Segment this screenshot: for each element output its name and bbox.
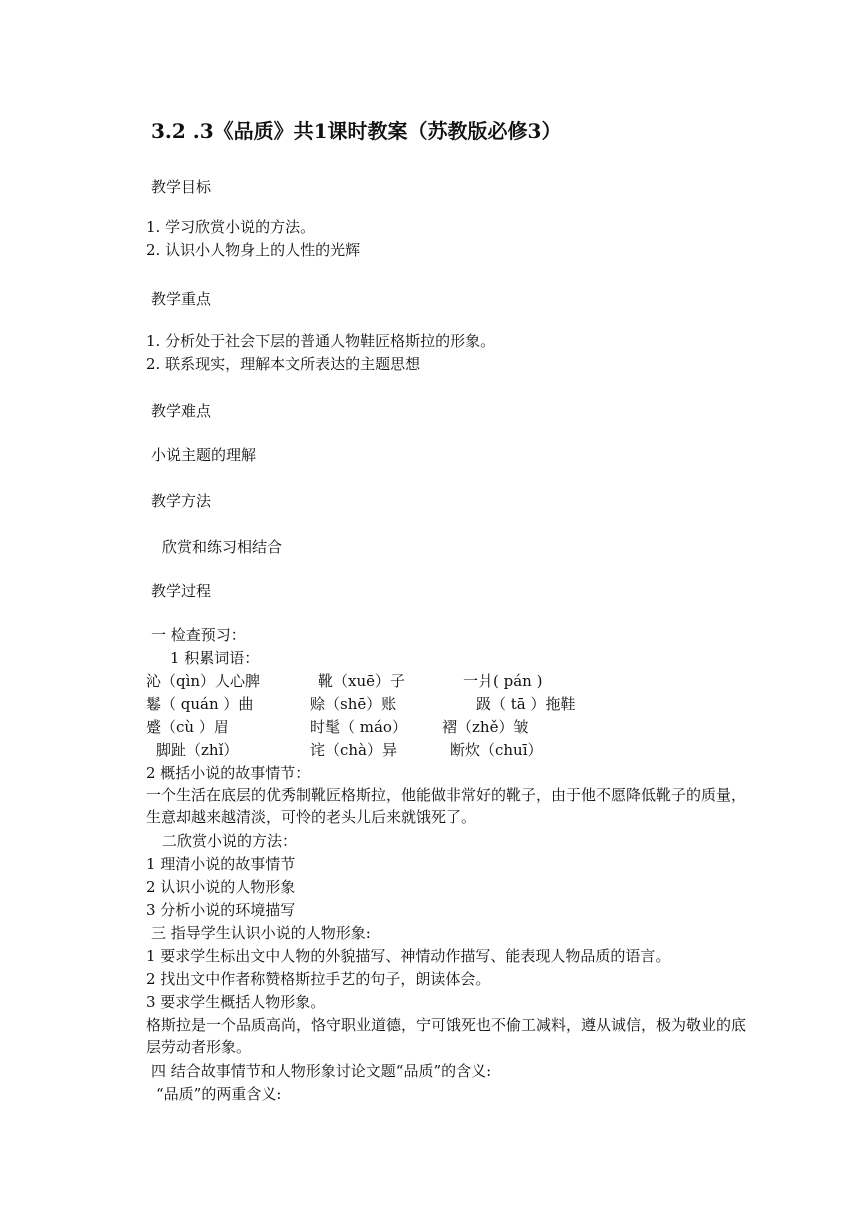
difficulty-heading: 教学难点 bbox=[151, 402, 212, 420]
method-heading: 教学方法 bbox=[151, 492, 212, 510]
objective-item: 1. 学习欣赏小说的方法。 bbox=[146, 218, 316, 236]
objective-item: 2. 认识小人物身上的人性的光辉 bbox=[146, 241, 361, 259]
vocab-word: 脚趾（zhǐ） bbox=[156, 741, 239, 759]
step3-item: 3 要求学生概括人物形象。 bbox=[146, 993, 326, 1011]
character-summary: 格斯拉是一个品质高尚，恪守职业道德，宁可饿死也不偷工减料，遵从诚信，极为敬业的底层劳动者形象。 bbox=[146, 1016, 747, 1056]
vocab-word: 沁（qìn）人心脾 bbox=[146, 672, 261, 690]
vocab-word: 诧（chà）异 bbox=[310, 741, 398, 759]
process-heading: 教学过程 bbox=[151, 582, 212, 600]
difficulty-text: 小说主题的理解 bbox=[151, 446, 257, 464]
step4-heading: 四 结合故事情节和人物形象讨论文题“品质”的含义: bbox=[151, 1062, 492, 1080]
method-text: 欣赏和练习相结合 bbox=[162, 538, 283, 556]
step1-vocab-label: 1 积累词语： bbox=[170, 649, 260, 667]
story-summary: 一个生活在底层的优秀制靴匠格斯拉，他能做非常好的靴子，由于他不愿降低靴子的质量，生意却越来越清淡，可怜的老头儿后来就饿死了。 bbox=[146, 786, 747, 826]
vocab-word: 靴（xuē）子 bbox=[318, 672, 405, 690]
vocab-word: 一爿( pán ) bbox=[463, 672, 543, 690]
vocab-word: 时髦（ máo） bbox=[310, 718, 407, 736]
vocab-word: 蹙（cù ）眉 bbox=[146, 718, 229, 736]
key-point-item: 1. 分析处于社会下层的普通人物鞋匠格斯拉的形象。 bbox=[146, 332, 496, 350]
vocab-word: 鬈（ quán ）曲 bbox=[146, 695, 254, 713]
step3-heading: 三 指导学生认识小说的人物形象: bbox=[151, 924, 371, 942]
step2-item: 3 分析小说的环境描写 bbox=[146, 901, 296, 919]
objectives-heading: 教学目标 bbox=[151, 178, 212, 196]
key-points-heading: 教学重点 bbox=[151, 290, 212, 308]
step1-heading: 一 检查预习： bbox=[151, 626, 246, 644]
step3-item: 1 要求学生标出文中人物的外貌描写、神情动作描写、能表现人物品质的语言。 bbox=[146, 947, 671, 965]
page-title: 3.2 .3《品质》共1课时教案（苏教版必修3） bbox=[151, 119, 562, 143]
step1-story-label: 2 概括小说的故事情节： bbox=[146, 764, 311, 782]
step2-item: 1 理清小说的故事情节 bbox=[146, 855, 296, 873]
step3-item: 2 找出文中作者称赞格斯拉手艺的句子，朗读体会。 bbox=[146, 970, 491, 988]
vocab-word: 赊（shē）账 bbox=[310, 695, 397, 713]
vocab-word: 褶（zhě）皱 bbox=[442, 718, 529, 736]
vocab-word: 趿（ tā ）拖鞋 bbox=[476, 695, 576, 713]
step2-item: 2 认识小说的人物形象 bbox=[146, 878, 296, 896]
step4-subheading: “品质”的两重含义: bbox=[156, 1085, 282, 1103]
vocab-word: 断炊（chuī） bbox=[450, 741, 543, 759]
step2-heading: 二欣赏小说的方法： bbox=[162, 832, 298, 850]
key-point-item: 2. 联系现实，理解本文所表达的主题思想 bbox=[146, 355, 421, 373]
